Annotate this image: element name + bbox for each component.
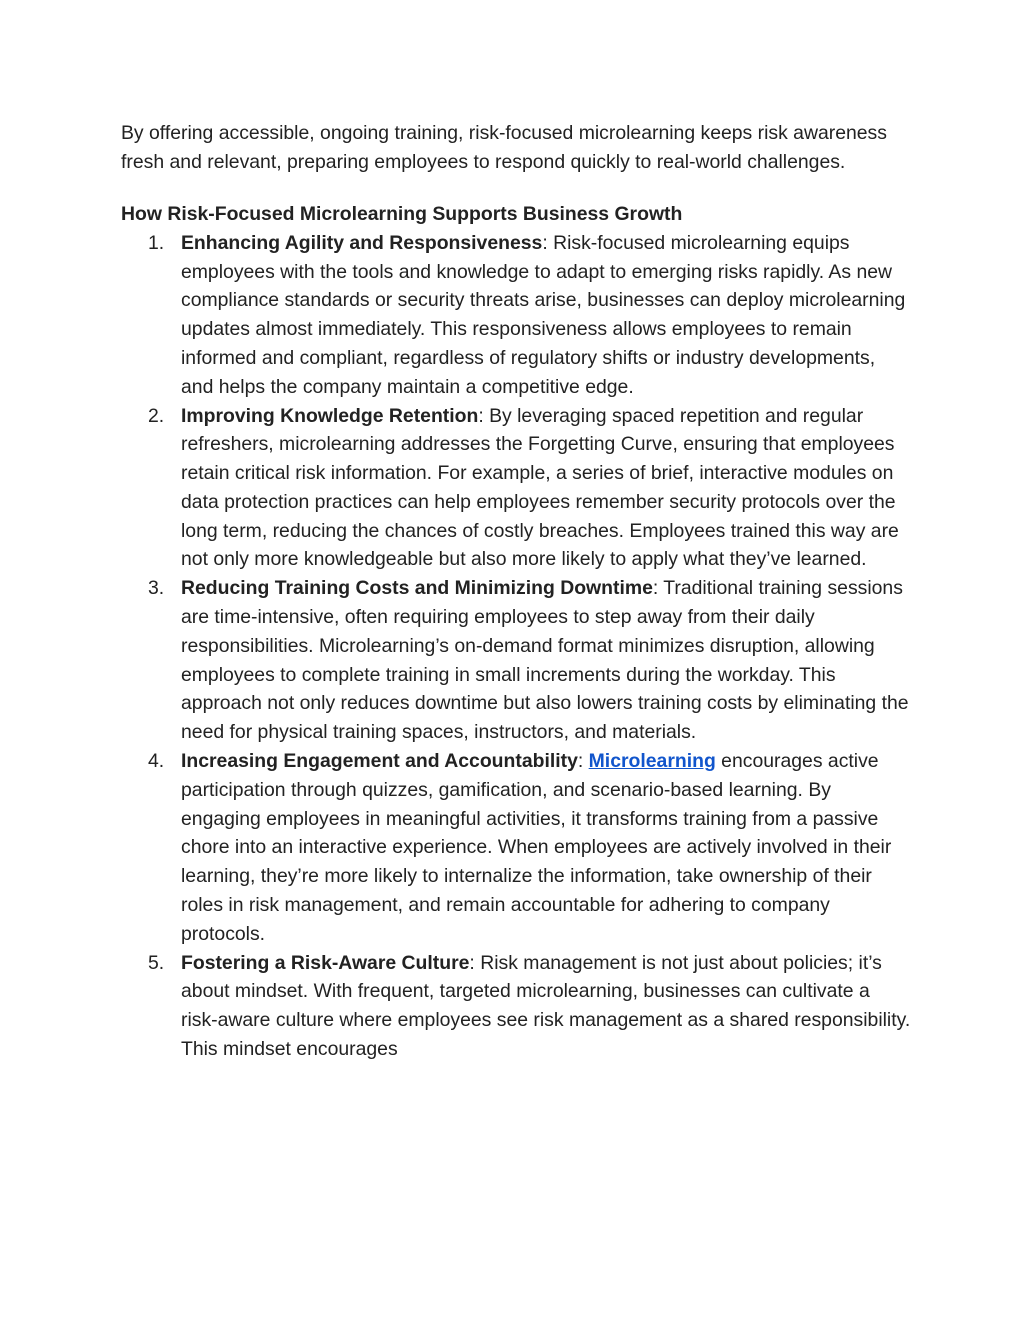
- item-term: Increasing Engagement and Accountability: [181, 750, 578, 773]
- item-text: Risk-focused microlearning equips employees with the tools and knowledge to adapt to emerging risks rapidly. As new compliance standards or security threats arise, businesses can deploy microlearning updates almost immediately. This responsiveness allows employees to remain informed and compliant, regardless of regulatory shifts or industry developments, and helps the company maintain a competitive edge.: [181, 231, 906, 398]
- document-page: [121, 119, 911, 1064]
- list-number: 1.: [148, 231, 165, 254]
- item-text: Traditional training sessions are time-intensive, often requiring employees to step away from their daily responsibilities. Microlearning’s on-demand format minimizes disruption, allowing employees to complete training in small increments during the workday. This approach not only reduces downtime but also lowers training costs by eliminating the need for physical training spaces, instructors, and materials.: [181, 577, 909, 744]
- list-number: 3.: [148, 577, 165, 600]
- list-item: [121, 402, 911, 575]
- item-term: Enhancing Agility and Responsiveness: [181, 231, 543, 254]
- item-text: Risk management is not just about policies; it’s about mindset. With frequent, targeted microlearning, businesses can cultivate a risk-aware culture where employees see risk management as a shared responsibility. This mindset encourages: [181, 951, 911, 1061]
- list-number: 5.: [148, 951, 165, 974]
- item-separator: :: [469, 951, 475, 974]
- item-term: Improving Knowledge Retention: [181, 404, 479, 427]
- intro-paragraph: By offering accessible, ongoing training, risk-focused microlearning keeps risk awareness fresh and relevant, preparing employees to respond quickly to real-world challenges.: [121, 122, 887, 173]
- item-term: Fostering a Risk-Aware Culture: [181, 951, 470, 974]
- list-number: 4.: [148, 750, 165, 773]
- item-separator: :: [652, 577, 659, 600]
- list-item: [121, 747, 911, 949]
- item-separator: :: [478, 404, 484, 427]
- list-item: [121, 949, 911, 1064]
- item-text: encourages active participation through quizzes, gamification, and scenario-based learning. By engaging employees in meaningful activities, it transforms training from a passive chore into an interactive experience. When employees are actively involved in their learning, they’re more likely to internalize the information, take ownership of their roles in risk management, and remain accountable for adhering to company protocols.: [181, 750, 892, 945]
- list-item: [121, 574, 911, 747]
- list-item: [121, 229, 911, 402]
- list-number: 2.: [148, 404, 165, 427]
- section-heading: How Risk-Focused Microlearning Supports Business Growth: [121, 202, 683, 225]
- item-text: By leveraging spaced repetition and regular refreshers, microlearning addresses the Forgetting Curve, ensuring that employees retain critical risk information. For example, a series of brief, interactive modules on data protection practices can help employees remember security protocols over the long term, reducing the chances of costly breaches. Employees trained this way are not only more knowledgeable but also more likely to apply what they’ve learned.: [181, 404, 899, 571]
- item-separator: :: [577, 750, 589, 773]
- growth-points-list: [121, 229, 911, 1064]
- item-term: Reducing Training Costs and Minimizing Downtime: [181, 577, 653, 600]
- microlearning-link[interactable]: Microlearning: [588, 750, 716, 773]
- item-separator: :: [542, 231, 548, 254]
